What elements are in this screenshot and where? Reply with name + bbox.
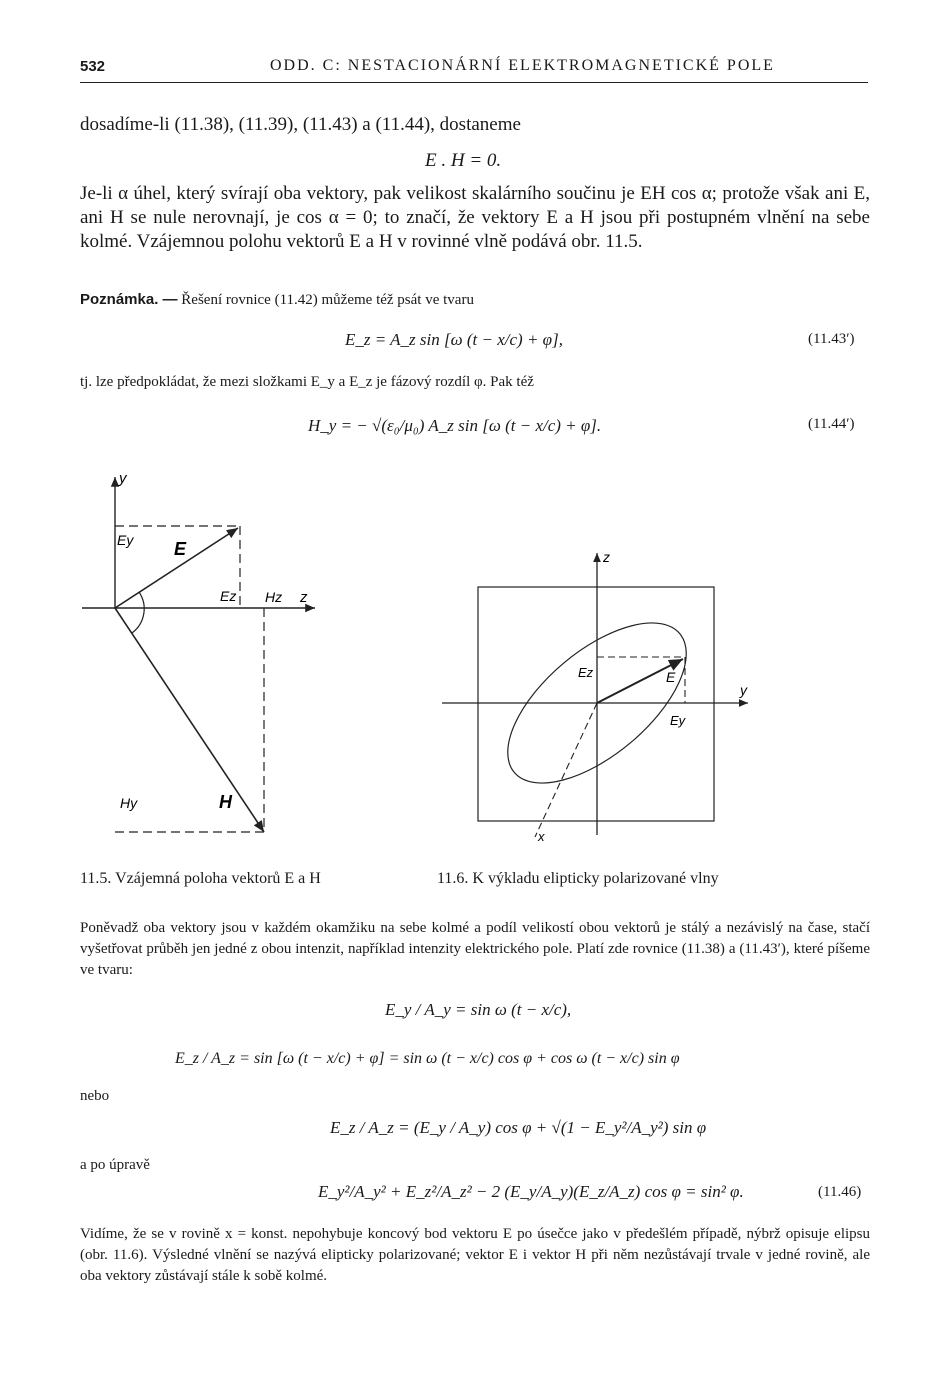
caption-figure-11-5: 11.5. Vzájemná poloha vektorů E a H — [80, 870, 321, 887]
label-E: E — [174, 539, 187, 559]
equation-ez-sqrt: E_z / A_z = (E_y / A_y) cos φ + √(1 − E_y²/A_y²) sin φ — [330, 1118, 707, 1137]
line-tj: tj. lze předpokládat, že mezi složkami E_y a E_z je fázový rozdíl φ. Pak též — [80, 374, 534, 390]
label-H: H — [219, 792, 232, 812]
label-Ey: Ey — [117, 532, 134, 548]
vector-H — [115, 608, 264, 832]
equation-ez-expanded: E_z / A_z = sin [ω (t − x/c) + φ] = sin ω (t − x/c) cos φ + cos ω (t − x/c) sin φ — [175, 1050, 680, 1067]
word-a-po-uprave: a po úpravě — [80, 1157, 150, 1173]
label-Hz: Hz — [265, 589, 283, 605]
label-z: z — [300, 589, 308, 606]
equation-number-11-43p: (11.43′) — [808, 331, 855, 347]
equation-number-11-46: (11.46) — [818, 1184, 862, 1200]
equation-ey: E_y / A_y = sin ω (t − x/c), — [385, 1000, 572, 1019]
label-x: x — [538, 829, 545, 844]
equation-11-44p: H_y = − √(ε₀/μ₀) A_z sin [ω (t − x/c) + φ]. — [308, 416, 602, 435]
equation-dot-product: E . H = 0. — [425, 150, 502, 171]
label-y: y — [740, 682, 747, 698]
label-Ey: Ey — [670, 713, 686, 728]
paragraph-3: Vidíme, že se v rovině x = konst. nepohybuje koncový bod vektoru E po úsečce jako v předešlém případě, nýbrž opisuje elipsu (obr. 11.6). Výsledné vlnění se nazývá elipticky polarizované; vektor E i vektor H při něm nezůstávají trvale v jedné rovině, ale oba vektory zůstávají stále k sobě kolmé. — [80, 1226, 870, 1284]
equation-11-43p: E_z = A_z sin [ω (t − x/c) + φ], — [345, 330, 563, 349]
note-label: Poznámka. — — [80, 291, 178, 308]
x-axis — [535, 703, 597, 837]
figure-11-5 — [70, 465, 340, 855]
label-Ez: Ez — [220, 588, 237, 604]
paragraph-2: Poněvadž oba vektory jsou v každém okamžiku na sebe kolmé a podíl velikostí obou vektorů je stálý a nezávislý na čase, stačí vyšetřovat průběh jen jedné z obou intenzit, například intenzity elektrického pole. Platí zde rovnice (11.38) a (11.43′), které píšeme ve tvaru: — [80, 920, 870, 978]
equation-number-11-44p: (11.44′) — [808, 416, 855, 432]
note-line — [80, 289, 870, 311]
paragraph-1: Je-li α úhel, který svírají oba vektory, pak velikost skalárního součinu je EH cos α; protože však ani E, ani H se nule nerovnají, je cos α = 0; to značí, že vektory E a H jsou při postupném vlnění na sebe kolmé. Vzájemnou polohu vektorů E a H v rovinné vlně podává obr. 11.5. — [80, 183, 870, 252]
running-title: ODD. C: NESTACIONÁRNÍ ELEKTROMAGNETICKÉ POLE — [270, 57, 775, 74]
label-Hy: Hy — [120, 795, 138, 811]
figure-11-6 — [430, 545, 760, 845]
label-E: E — [666, 669, 676, 685]
equation-11-46: E_y²/A_y² + E_z²/A_z² − 2 (E_y/A_y)(E_z/A_z) cos φ = sin² φ. — [318, 1182, 744, 1201]
note-text: Řešení rovnice (11.42) můžeme též psát ve tvaru — [177, 292, 474, 308]
header-rule — [80, 82, 868, 83]
page-number: 532 — [80, 58, 106, 75]
line-dosadime: dosadíme-li (11.38), (11.39), (11.43) a (11.44), dostaneme — [80, 114, 521, 135]
angle-arc — [132, 592, 144, 633]
word-nebo: nebo — [80, 1088, 110, 1104]
label-y: y — [119, 470, 127, 487]
caption-figure-11-6: 11.6. K výkladu elipticky polarizované vlny — [437, 870, 719, 887]
label-z: z — [603, 549, 610, 565]
label-Ez: Ez — [578, 665, 594, 680]
